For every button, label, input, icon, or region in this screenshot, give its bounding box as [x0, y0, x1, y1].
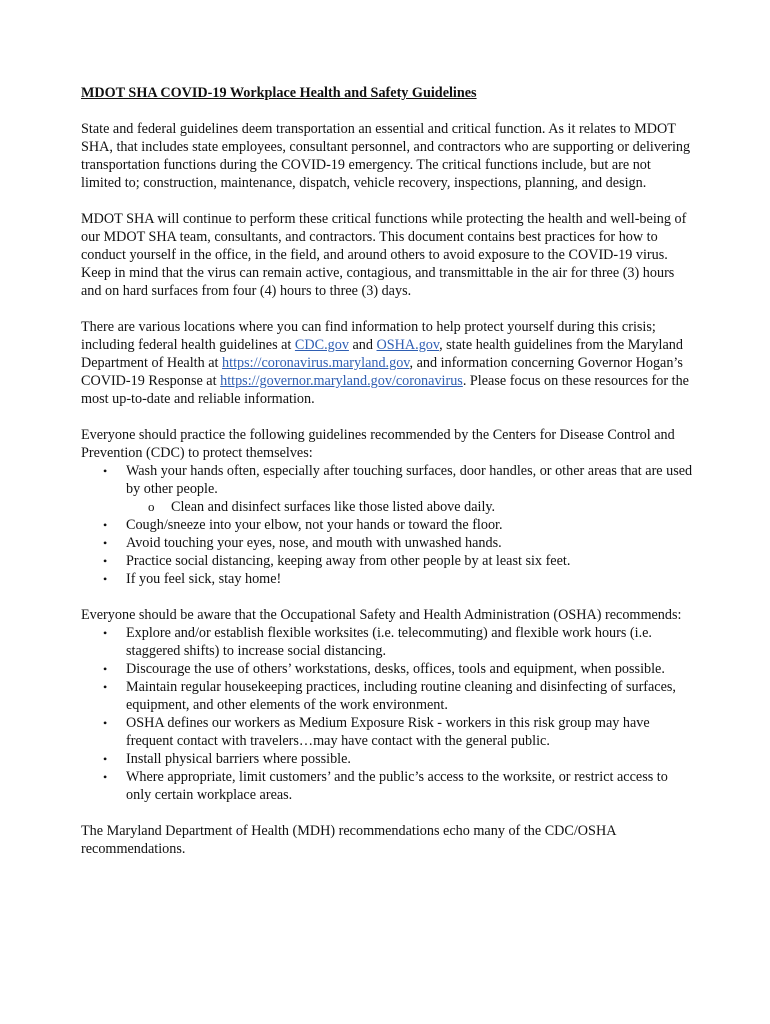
cdc-sub-list	[126, 498, 693, 516]
bullet-icon: •	[103, 554, 108, 568]
list-item-text: Clean and disinfect surfaces like those listed above daily.	[171, 499, 496, 515]
osha-list	[81, 624, 693, 804]
resources-text-2: and	[348, 337, 377, 353]
list-item	[81, 768, 693, 804]
list-item-text: If you feel sick, stay home!	[126, 571, 282, 587]
resources-text-5: . Please focus on these resources for the most up-to-date and reliable information.	[81, 373, 689, 407]
list-item-text: OSHA defines our workers as Medium Exposure Risk - workers in this risk group may have frequent contact with travelers…may have contact with the general public.	[126, 715, 650, 749]
bullet-icon: •	[103, 626, 108, 640]
list-item-text: Avoid touching your eyes, nose, and mouth with unwashed hands.	[126, 535, 502, 551]
list-item-text: Install physical barriers where possible.	[126, 751, 351, 767]
bullet-icon: •	[103, 464, 108, 478]
list-item	[81, 552, 693, 570]
list-item	[81, 714, 693, 750]
resources-paragraph	[81, 318, 693, 408]
sub-bullet-icon: o	[148, 499, 155, 514]
cdc-intro: Everyone should practice the following guidelines recommended by the Centers for Disease Control and Prevention (CDC) to protect themselves:	[81, 427, 675, 461]
intro-paragraph: State and federal guidelines deem transportation an essential and critical function. As it relates to MDOT SHA, that includes state employees, consultant personnel, and contractors who are supporting or delivering transportation functions during the COVID-19 emergency. The critical functions include, but are not limited to; construction, maintenance, dispatch, vehicle recovery, inspections, planning, and design.	[81, 121, 691, 191]
mdh-link[interactable]: https://coronavirus.maryland.gov	[222, 355, 410, 371]
list-item-text: Maintain regular housekeeping practices, including routine cleaning and disinfecting of surfaces, equipment, and other elements of the work environment.	[126, 679, 676, 713]
list-item	[81, 750, 693, 768]
list-item	[81, 678, 693, 714]
bullet-icon: •	[103, 770, 108, 784]
list-item	[81, 534, 693, 552]
bullet-icon: •	[103, 536, 108, 550]
bullet-icon: •	[103, 662, 108, 676]
document-body	[81, 84, 693, 876]
list-item	[81, 660, 693, 678]
resources-text-1: There are various locations where you can find information to help protect yourself during this crisis; including federal health guidelines at	[81, 319, 656, 353]
list-item	[126, 498, 693, 516]
list-item	[81, 462, 693, 516]
bullet-icon: •	[103, 716, 108, 730]
list-item-text: Explore and/or establish flexible worksites (i.e. telecommuting) and flexible work hours (i.e. staggered shifts) to increase social distancing.	[126, 625, 652, 659]
osha-link[interactable]: OSHA.gov	[376, 337, 440, 353]
list-item-text: Where appropriate, limit customers’ and the public’s access to the worksite, or restrict access to only certain workplace areas.	[126, 769, 668, 803]
osha-intro: Everyone should be aware that the Occupational Safety and Health Administration (OSHA) recommends:	[81, 607, 682, 623]
cdc-list	[81, 462, 693, 588]
bullet-icon: •	[103, 680, 108, 694]
bullet-icon: •	[103, 518, 108, 532]
list-item-text: Wash your hands often, especially after touching surfaces, door handles, or other areas that are used by other people.	[126, 463, 693, 497]
resources-text-4: , and information concerning Governor Hogan’s COVID-19 Response at	[81, 355, 683, 389]
list-item	[81, 570, 693, 588]
page-title: MDOT SHA COVID-19 Workplace Health and Safety Guidelines	[81, 85, 477, 101]
list-item	[81, 516, 693, 534]
cdc-link[interactable]: CDC.gov	[294, 337, 349, 353]
bullet-icon: •	[103, 572, 108, 586]
list-item	[81, 624, 693, 660]
governor-link[interactable]: https://governor.maryland.gov/coronavirus	[220, 373, 463, 389]
resources-text-3: , state health guidelines from the Maryland Department of Health at	[81, 337, 683, 371]
list-item-text: Cough/sneeze into your elbow, not your hands or toward the floor.	[126, 517, 503, 533]
mdh-paragraph: The Maryland Department of Health (MDH) recommendations echo many of the CDC/OSHA recommendations.	[81, 823, 616, 857]
bullet-icon: •	[103, 752, 108, 766]
mission-paragraph: MDOT SHA will continue to perform these critical functions while protecting the health and well-being of our MDOT SHA team, consultants, and contractors. This document contains best practices for how to conduct yourself in the office, in the field, and around others to avoid exposure to the COVID-19 virus. Keep in mind that the virus can remain active, contagious, and transmittable in the air for three (3) hours and on hard surfaces from four (4) hours to three (3) days.	[81, 211, 687, 299]
list-item-text: Discourage the use of others’ workstations, desks, offices, tools and equipment, when possible.	[126, 661, 665, 677]
list-item-text: Practice social distancing, keeping away from other people by at least six feet.	[126, 553, 571, 569]
